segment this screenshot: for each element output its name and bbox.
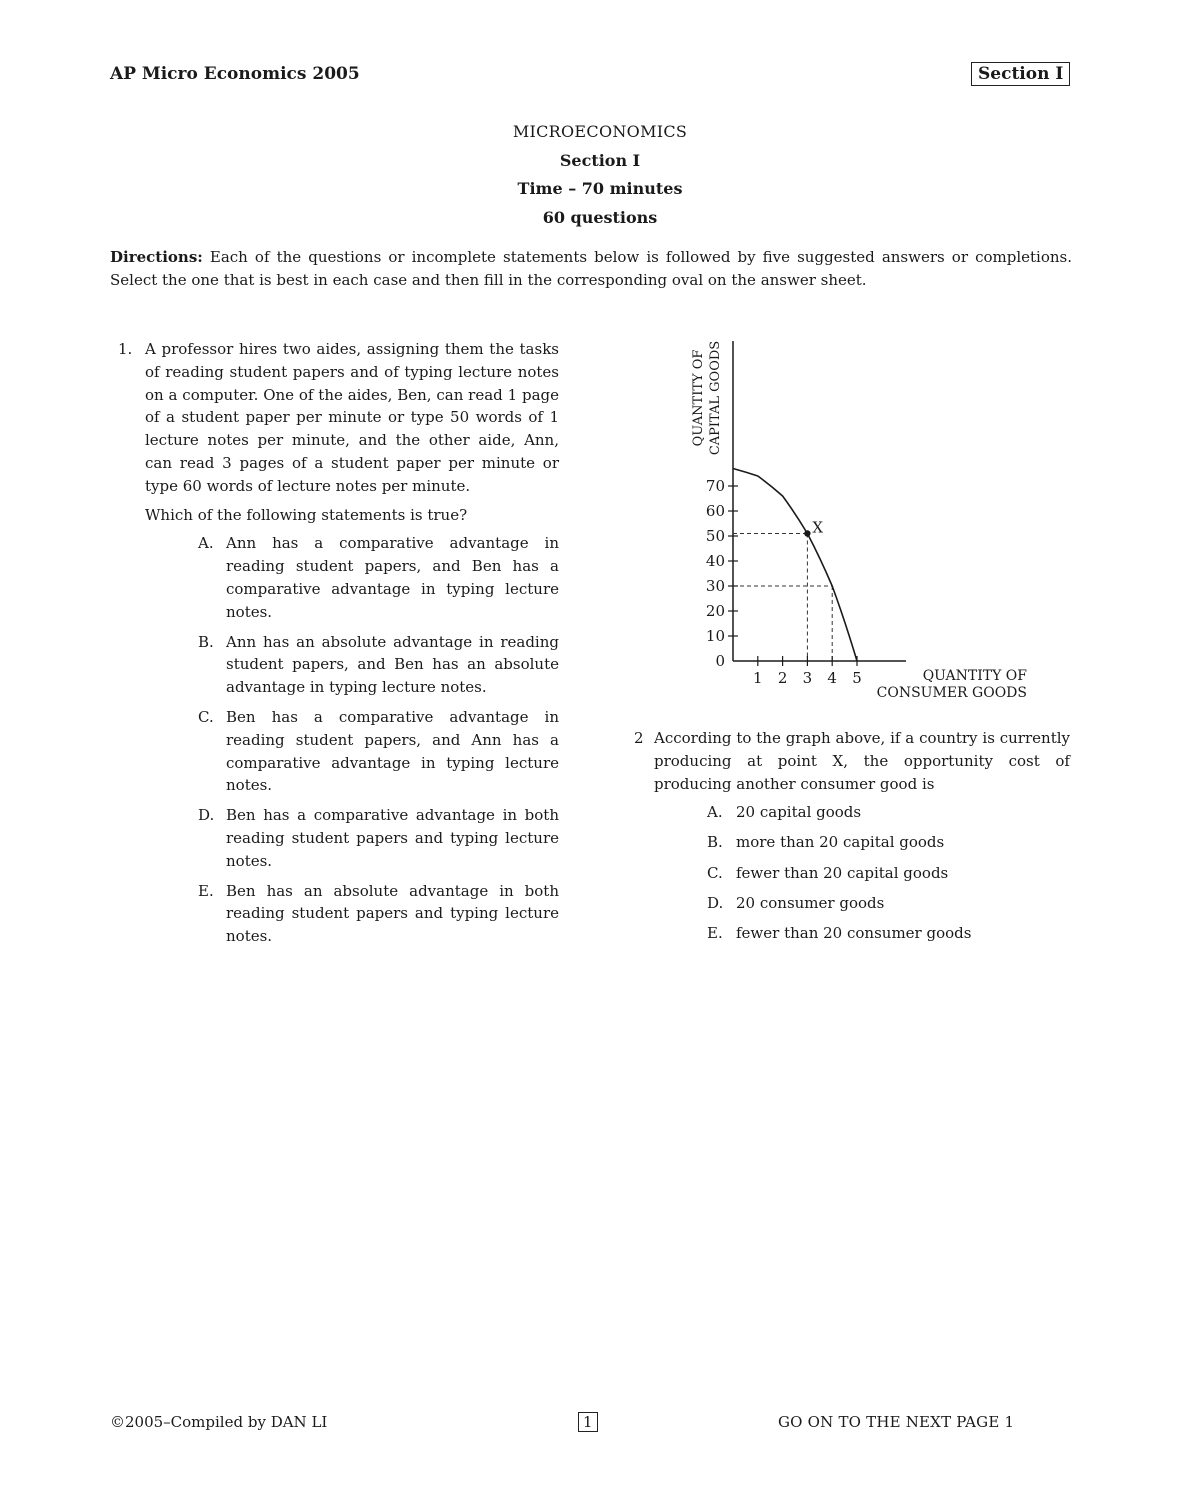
option-letter: B. <box>707 833 723 852</box>
y-tick-label: 20 <box>705 602 725 620</box>
y-tick-label: 30 <box>705 577 725 595</box>
question-number: 1. <box>118 340 133 358</box>
option-text: Ann has an absolute advantage in reading student papers, and Ben has an absolute advantage in typing lecture notes. <box>226 632 559 697</box>
y-tick-label: 0 <box>715 652 725 670</box>
question-prompt: Which of the following statements is true? <box>145 505 468 524</box>
option-text: Ben has a comparative advantage in both reading student papers and typing lecture notes. <box>226 806 559 870</box>
option-text: Ann has a comparative advantage in reading student papers, and Ben has a comparative advantage in typing lecture notes. <box>226 534 559 621</box>
x-tick-label: 2 <box>777 669 788 687</box>
answer-options <box>707 801 1070 944</box>
option-e[interactable] <box>198 880 559 948</box>
option-b[interactable] <box>707 831 1070 854</box>
option-text: 20 consumer goods <box>736 893 885 912</box>
option-text: fewer than 20 consumer goods <box>736 923 972 942</box>
option-a[interactable] <box>707 801 1070 824</box>
x-tick-label: 3 <box>802 669 813 687</box>
answer-options <box>198 532 559 948</box>
question-1 <box>118 338 559 955</box>
option-c[interactable] <box>198 706 559 797</box>
x-tick-label: 1 <box>753 669 763 687</box>
point-x-marker <box>804 530 810 536</box>
x-axis-label-line: CONSUMER GOODS <box>876 685 1027 701</box>
option-letter: A. <box>198 534 214 553</box>
option-letter: A. <box>707 803 723 822</box>
question-stem: A professor hires two aides, assigning them the tasks of reading student papers and of typing lecture notes on a computer. One of the aides, Ben, can read 1 page of a student paper per minute or type 50 words of 1 lecture notes per minute, and the other aide, Ann, can read 3 pages of a student paper per minute or type 60 words of lecture notes per minute. <box>145 340 559 495</box>
y-tick-label: 10 <box>705 627 725 645</box>
title-block <box>0 118 1200 232</box>
option-a[interactable] <box>198 532 559 623</box>
y-axis-label-line: CAPITAL GOODS <box>708 340 723 456</box>
option-letter: B. <box>198 632 214 651</box>
question-number: 2 <box>634 729 644 747</box>
option-text: more than 20 capital goods <box>736 833 945 852</box>
x-tick-label: 5 <box>852 669 862 687</box>
option-d[interactable] <box>198 804 559 872</box>
y-tick-label: 60 <box>705 502 725 520</box>
question-count: 60 questions <box>542 207 658 227</box>
ppc-curve <box>733 469 857 662</box>
course-title: AP Micro Economics 2005 <box>110 64 360 84</box>
option-text: Ben has a comparative advantage in reading student papers, and Ann has a comparative advantage in typing lecture notes. <box>226 707 559 795</box>
next-page-notice: GO ON TO THE NEXT PAGE 1 <box>778 1413 1015 1431</box>
option-letter: D. <box>707 893 724 912</box>
y-tick-label: 40 <box>705 552 725 570</box>
option-c[interactable] <box>707 862 1070 885</box>
option-letter: C. <box>707 863 723 882</box>
option-text: Ben has an absolute advantage in both reading student papers and typing lecture notes. <box>226 881 559 946</box>
time-limit: Time – 70 minutes <box>517 179 683 198</box>
option-text: fewer than 20 capital goods <box>736 863 949 882</box>
section-badge: Section I <box>971 62 1070 86</box>
option-letter: E. <box>198 881 214 900</box>
ppc-chart <box>686 336 1036 706</box>
question-stem: According to the graph above, if a country is currently producing at point X, the opportunity cost of producing another consumer good is <box>654 729 1070 793</box>
question-2 <box>634 727 1070 952</box>
subject-title: MICROECONOMICS <box>512 122 688 141</box>
option-letter: C. <box>198 707 214 726</box>
option-d[interactable] <box>707 892 1070 915</box>
page-number-box: 1 <box>578 1412 598 1432</box>
x-tick-label: 4 <box>827 669 837 687</box>
directions <box>110 246 1072 292</box>
y-axis-label-line: QUANTITY OF <box>691 349 706 447</box>
option-b[interactable] <box>198 631 559 699</box>
directions-label: Directions: <box>110 248 203 266</box>
option-letter: D. <box>198 806 215 825</box>
option-letter: E. <box>707 923 723 942</box>
point-x-label: X <box>812 518 824 537</box>
x-axis-label-line: QUANTITY OF <box>922 668 1027 684</box>
copyright: ©2005–Compiled by DAN LI <box>110 1413 328 1431</box>
y-tick-label: 50 <box>705 527 725 545</box>
option-e[interactable] <box>707 922 1070 945</box>
section-title: Section I <box>559 150 641 170</box>
y-axis-label <box>691 341 723 455</box>
directions-text: Each of the questions or incomplete statements below is followed by five suggested answers or completions. Select the one that is best in each case and then fill in the corresponding oval on the answer sheet. <box>110 248 1072 289</box>
x-axis-label <box>877 668 1028 701</box>
y-tick-label: 70 <box>705 477 725 495</box>
option-text: 20 capital goods <box>736 803 862 822</box>
